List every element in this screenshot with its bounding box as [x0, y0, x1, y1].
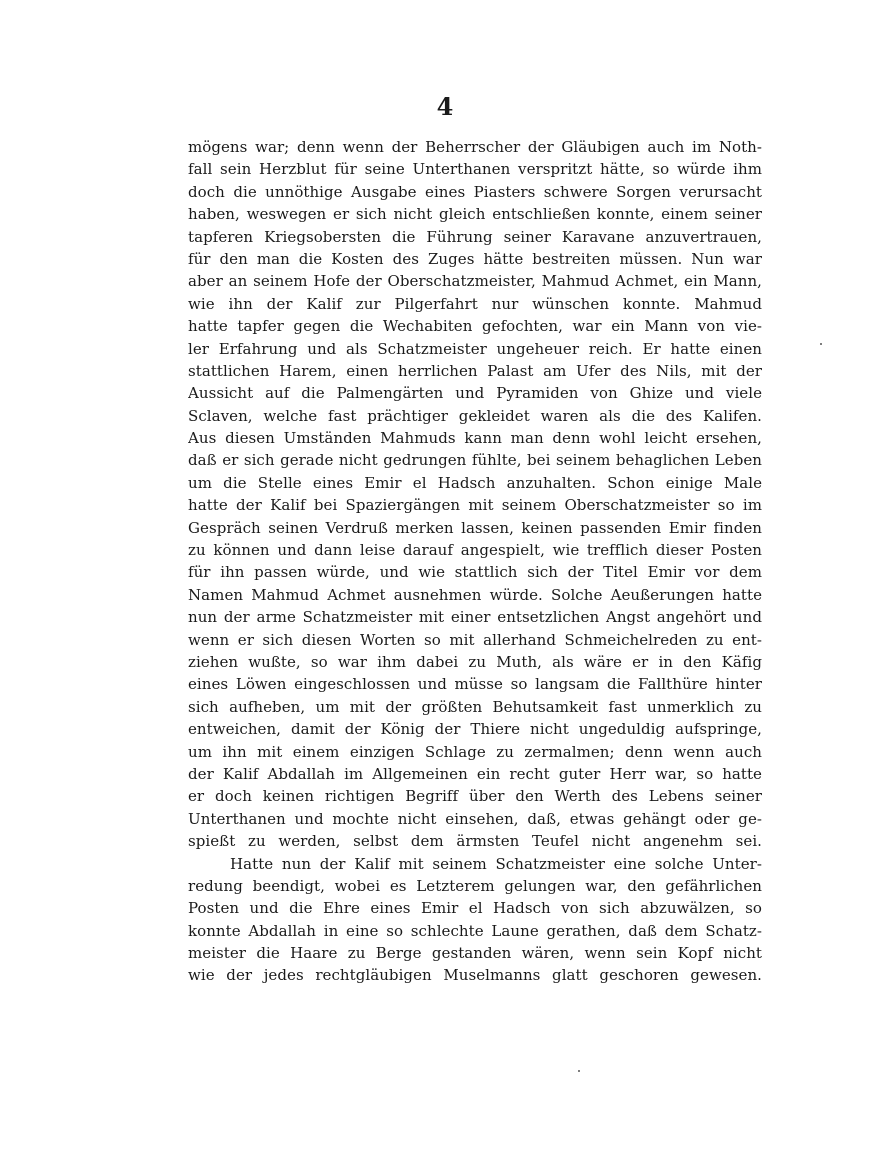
paper-speck [578, 1070, 580, 1072]
text-line: für ihn passen würde, und wie stattlich sich der Titel Emir vor dem [188, 563, 762, 582]
text-line: daß er sich gerade nicht gedrungen fühlte, bei seinem behaglichen Leben [188, 451, 762, 470]
text-line: hatte tapfer gegen die Wechabiten gefochten, war ein Mann von vie- [188, 317, 762, 336]
text-line: mögens war; denn wenn der Beherrscher der Gläubigen auch im Noth- [188, 138, 762, 156]
text-line: der Kalif Abdallah im Allgemeinen ein recht guter Herr war, so hatte [188, 764, 762, 783]
text-line: ziehen wußte, so war ihm dabei zu Muth, als wäre er in den Käfig [188, 652, 762, 671]
body-text [188, 136, 762, 987]
text-line: Sclaven, welche fast prächtiger gekleidet waren als die des Kalifen. [188, 406, 762, 425]
text-line: meister die Haare zu Berge gestanden wären, wenn sein Kopf nicht [188, 944, 762, 963]
text-line: Unterthanen und mochte nicht einsehen, daß, etwas gehängt oder ge- [188, 809, 762, 828]
text-line: um die Stelle eines Emir el Hadsch anzuhalten. Schon einige Male [188, 473, 762, 492]
text-line: Posten und die Ehre eines Emir el Hadsch von sich abzuwälzen, so [188, 899, 762, 918]
text-line: fall sein Herzblut für seine Unterthanen verspritzt hätte, so würde ihm [188, 160, 762, 179]
text-line: wie der jedes rechtgläubigen Muselmanns glatt geschoren gewesen. [188, 966, 762, 985]
text-line: nun der arme Schatzmeister mit einer entsetzlichen Angst angehört und [188, 608, 762, 627]
text-line: doch die unnöthige Ausgabe eines Piasters schwere Sorgen verursacht [188, 182, 762, 201]
text-line: Namen Mahmud Achmet ausnehmen würde. Solche Aeußerungen hatte [188, 585, 762, 604]
text-line: stattlichen Harem, einen herrlichen Palast am Ufer des Nils, mit der [188, 361, 762, 380]
text-line: spießt zu werden, selbst dem ärmsten Teufel nicht angenehm sei. [188, 832, 762, 851]
text-line: eines Löwen eingeschlossen und müsse so langsam die Fallthüre hinter [188, 675, 762, 694]
text-line: Gespräch seinen Verdruß merken lassen, keinen passenden Emir finden [188, 518, 762, 537]
text-line: wie ihn der Kalif zur Pilgerfahrt nur wünschen konnte. Mahmud [188, 294, 762, 313]
text-line: ler Erfahrung und als Schatzmeister ungeheuer reich. Er hatte einen [188, 339, 762, 358]
text-line-paragraph-start: Hatte nun der Kalif mit seinem Schatzmeister eine solche Unter- [230, 854, 762, 873]
page-number: 4 [436, 92, 454, 121]
text-line: haben, weswegen er sich nicht gleich entschließen konnte, einem seiner [188, 205, 762, 224]
text-line: Aussicht auf die Palmengärten und Pyramiden von Ghize und viele [188, 384, 762, 403]
text-line: er doch keinen richtigen Begriff über den Werth des Lebens seiner [188, 787, 762, 806]
text-line: sich aufheben, um mit der größten Behutsamkeit fast unmerklich zu [188, 697, 762, 716]
text-line: tapferen Kriegsobersten die Führung seiner Karavane anzuvertrauen, [188, 227, 762, 246]
text-line: redung beendigt, wobei es Letzterem gelungen war, den gefährlichen [188, 876, 762, 895]
text-line: wenn er sich diesen Worten so mit allerhand Schmeichelreden zu ent- [188, 630, 762, 649]
paper-speck [820, 343, 822, 345]
text-line: um ihn mit einem einzigen Schlage zu zermalmen; denn wenn auch [188, 742, 762, 761]
text-line: Aus diesen Umständen Mahmuds kann man denn wohl leicht ersehen, [188, 429, 762, 448]
text-line: entweichen, damit der König der Thiere nicht ungeduldig aufspringe, [188, 720, 762, 739]
text-line: für den man die Kosten des Zuges hätte bestreiten müssen. Nun war [188, 249, 762, 268]
text-line: konnte Abdallah in eine so schlechte Laune gerathen, daß dem Schatz- [188, 921, 762, 940]
text-line: hatte der Kalif bei Spaziergängen mit seinem Oberschatzmeister so im [188, 496, 762, 515]
text-line: aber an seinem Hofe der Oberschatzmeister, Mahmud Achmet, ein Mann, [188, 272, 762, 291]
text-line: zu können und dann leise darauf angespielt, wie trefflich dieser Posten [188, 541, 762, 560]
